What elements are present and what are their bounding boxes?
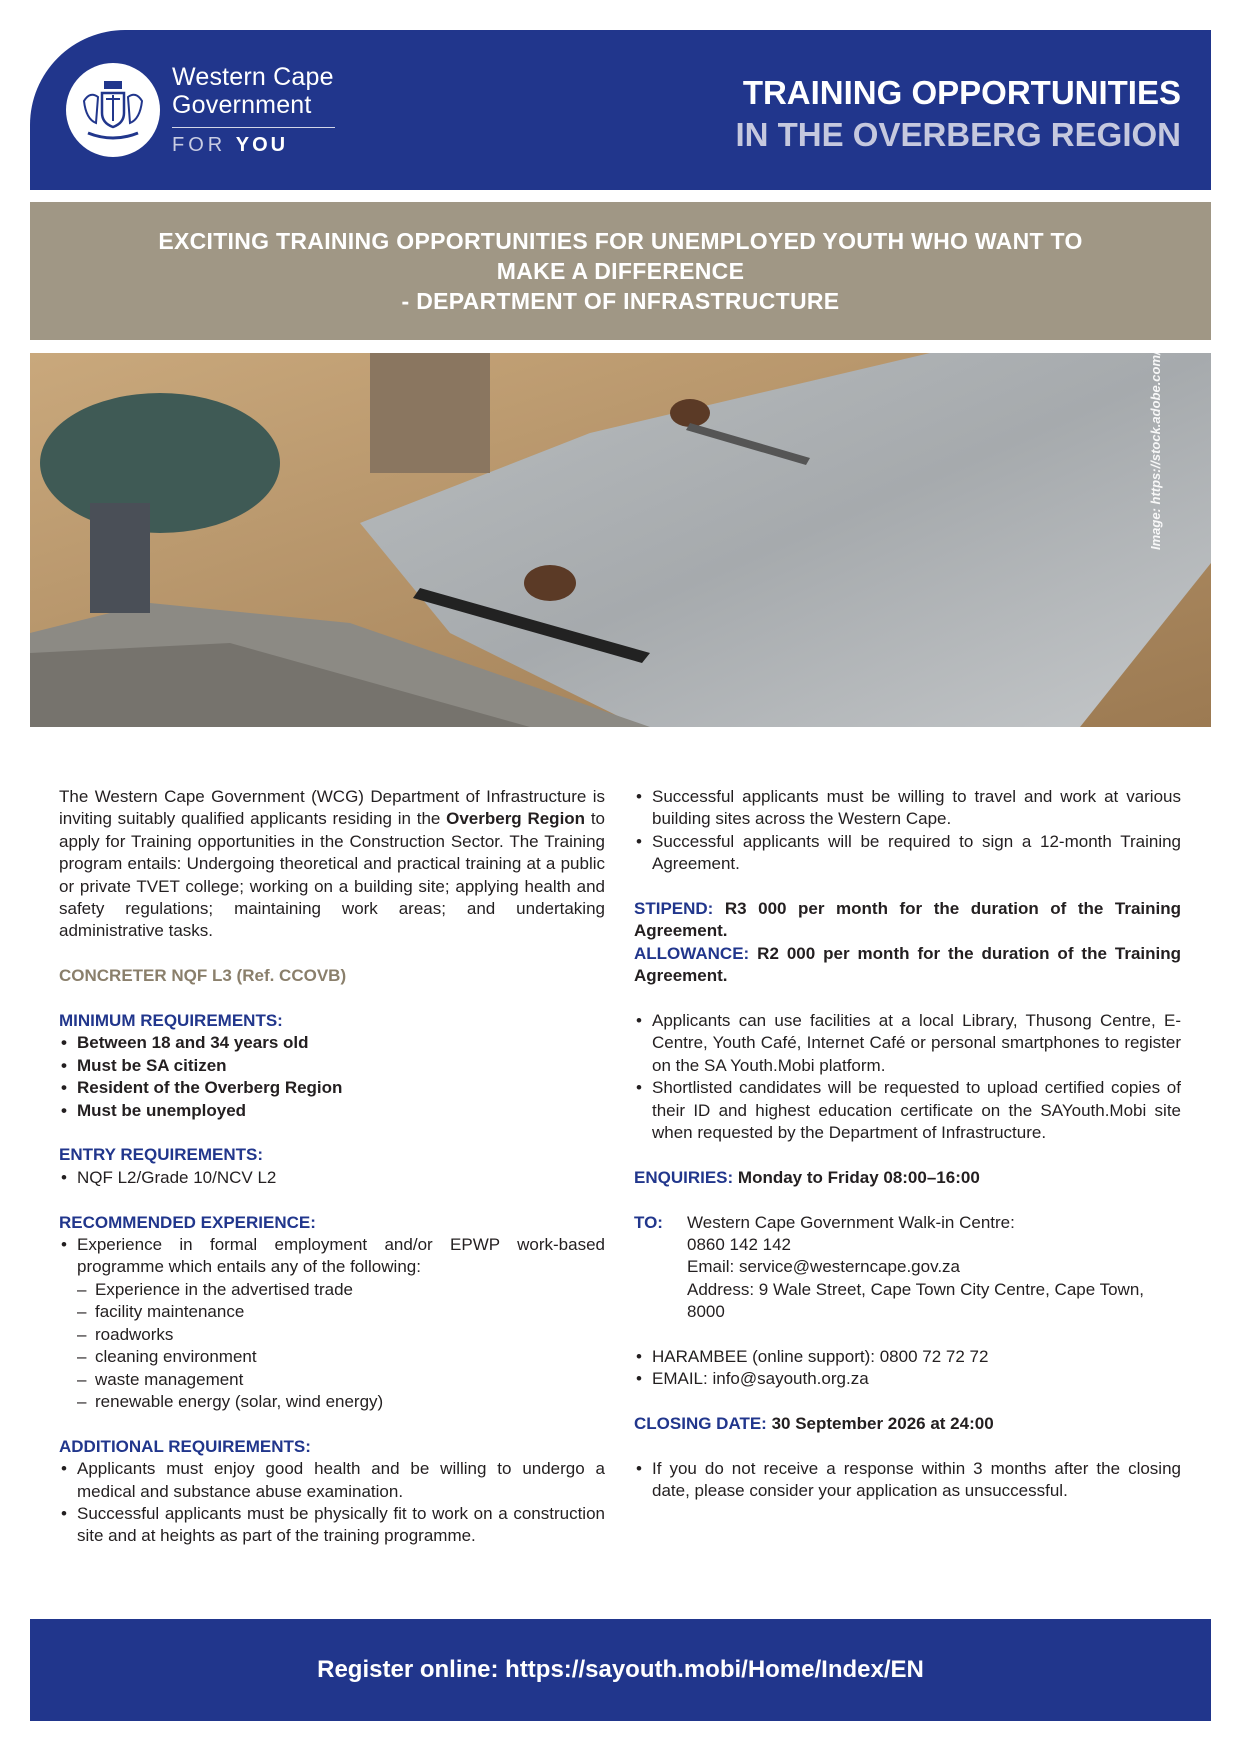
list-item: • Must be SA citizen <box>59 1055 605 1077</box>
entry-requirements-heading: ENTRY REQUIREMENTS: <box>59 1145 264 1165</box>
list-item: • Successful applicants must be physically fit to work on a construction site and at heights as part of the training programme. <box>59 1503 605 1548</box>
enquiries <box>634 1167 1181 1189</box>
enquiries-label: ENQUIRIES: <box>634 1167 734 1187</box>
organisation-name <box>172 63 335 157</box>
stipend <box>634 898 1181 943</box>
list-item: • HARAMBEE (online support): 0800 72 72 72 <box>634 1346 1181 1368</box>
sub-list-item: – waste management <box>59 1369 605 1391</box>
divider <box>172 127 335 128</box>
tagline-you: YOU <box>235 134 289 156</box>
allowance-text: R2 000 per month for the duration of the Training Agreement. <box>634 943 1181 986</box>
right-column <box>634 786 1181 1503</box>
tagline-for: FOR <box>172 134 227 156</box>
list-item: • Resident of the Overberg Region <box>59 1077 605 1099</box>
list-item: • Applicants can use facilities at a local Library, Thusong Centre, E-Centre, Youth Café, Internet Café or personal smartphones to register on the SA Youth.Mobi platform. <box>634 1010 1181 1077</box>
sub-list-item: – facility maintenance <box>59 1301 605 1323</box>
register-link[interactable]: Register online: https://sayouth.mobi/Home/Index/EN <box>317 1656 924 1683</box>
contact-block <box>634 1212 1181 1324</box>
org-name-line1: Western Cape <box>172 63 334 91</box>
left-column <box>59 786 605 1548</box>
list-item: • If you do not receive a response within 3 months after the closing date, please consider your application as unsuccessful. <box>634 1458 1181 1503</box>
intro-region: Overberg Region <box>446 809 586 829</box>
banner-line1: EXCITING TRAINING OPPORTUNITIES FOR UNEMPLOYED YOUTH WHO WANT TO <box>158 228 1083 254</box>
closing-date <box>634 1413 1181 1435</box>
page-title <box>735 72 1181 156</box>
sub-list-item: – renewable energy (solar, wind energy) <box>59 1391 605 1413</box>
list-item: • Shortlisted candidates will be requested to upload certified copies of their ID and highest education certificate on the SAYouth.Mobi site when requested by the Department of Infrastructure. <box>634 1077 1181 1144</box>
closing-text: 30 September 2026 at 24:00 <box>766 1414 994 1434</box>
contact-line: Western Cape Government Walk-in Centre: <box>687 1212 1015 1232</box>
header-banner <box>30 30 1211 190</box>
post-title: CONCRETER NQF L3 (Ref. CCOVB) <box>59 966 347 986</box>
tagline <box>172 134 335 157</box>
contact-phone[interactable]: 0860 142 142 <box>687 1235 791 1255</box>
list-item: • Between 18 and 34 years old <box>59 1032 605 1054</box>
title-line2: IN THE OVERBERG REGION <box>735 116 1181 153</box>
sub-list-item: – cleaning environment <box>59 1346 605 1368</box>
additional-requirements-heading: ADDITIONAL REQUIREMENTS: <box>59 1436 311 1456</box>
stipend-label: STIPEND: <box>634 899 714 919</box>
list-item: • NQF L2/Grade 10/NCV L2 <box>59 1167 605 1189</box>
contact-address: Address: 9 Wale Street, Cape Town City Centre, Cape Town, 8000 <box>687 1279 1145 1322</box>
sub-list-item: – roadworks <box>59 1324 605 1346</box>
experience-heading: RECOMMENDED EXPERIENCE: <box>59 1212 316 1232</box>
list-item: • Must be unemployed <box>59 1100 605 1122</box>
list-item: • Applicants must enjoy good health and be willing to undergo a medical and substance abuse examination. <box>59 1458 605 1503</box>
intro-text-2: to apply for Training opportunities in the Construction Sector. The Training program entails: Undergoing theoretical and practical training at a public or private TVET college; working on a building site; applying health and safety regulations; maintaining work areas; and undertaking administrative tasks. <box>59 809 605 941</box>
coat-of-arms-logo <box>66 63 160 157</box>
allowance-label: ALLOWANCE: <box>634 943 750 963</box>
list-item: • Successful applicants will be required to sign a 12-month Training Agreement. <box>634 831 1181 876</box>
list-item[interactable]: • EMAIL: info@sayouth.org.za <box>634 1368 1181 1390</box>
sub-list-item: – Experience in the advertised trade <box>59 1279 605 1301</box>
to-label: TO: <box>634 1212 663 1232</box>
subtitle-banner <box>30 202 1211 340</box>
enquiries-text: Monday to Friday 08:00–16:00 <box>733 1167 980 1187</box>
banner-line2: MAKE A DIFFERENCE <box>496 258 745 284</box>
list-item: • Experience in formal employment and/or EPWP work-based programme which entails any of the following: <box>59 1234 605 1279</box>
intro-text-1: The Western Cape Government (WCG) Department of Infrastructure is inviting suitably qualified applicants residing in the <box>59 787 605 829</box>
intro-paragraph <box>59 786 605 943</box>
register-footer <box>30 1619 1211 1721</box>
allowance <box>634 943 1181 988</box>
min-requirements-heading: MINIMUM REQUIREMENTS: <box>59 1011 283 1031</box>
contact-email[interactable]: Email: service@westerncape.gov.za <box>687 1257 960 1277</box>
list-item: • Successful applicants must be willing to travel and work at various building sites across the Western Cape. <box>634 786 1181 831</box>
concrete-work-photo <box>30 353 1211 727</box>
banner-line3: - DEPARTMENT OF INFRASTRUCTURE <box>401 288 840 314</box>
title-line1: TRAINING OPPORTUNITIES <box>742 74 1181 111</box>
closing-label: CLOSING DATE: <box>634 1414 767 1434</box>
stipend-text: R3 000 per month for the duration of the Training Agreement. <box>634 899 1181 941</box>
org-name-line2: Government <box>172 91 312 119</box>
image-credit: Image: https://stock.adobe.com/ <box>1148 351 1163 550</box>
